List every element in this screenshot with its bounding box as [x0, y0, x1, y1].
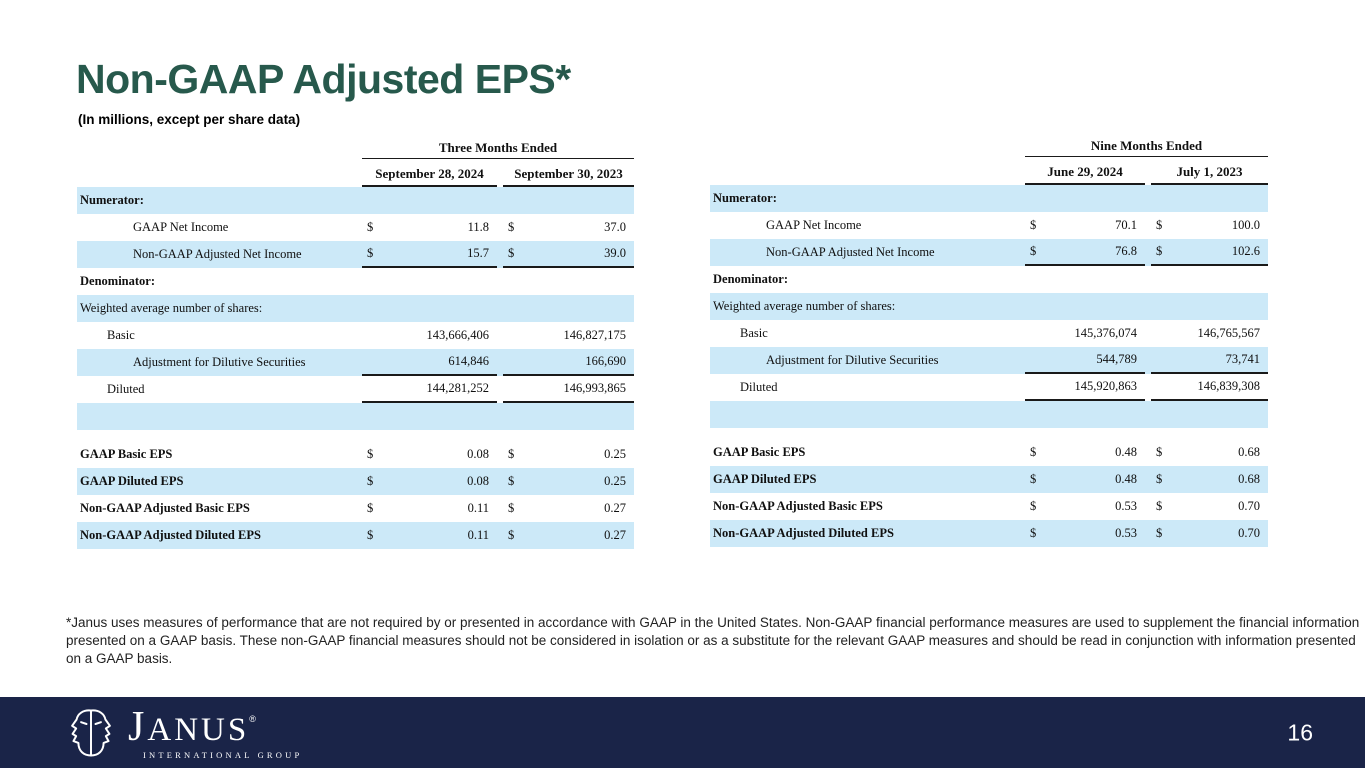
currency-symbol: $ — [367, 474, 374, 488]
table-row — [710, 239, 1268, 266]
currency-symbol: $ — [508, 474, 515, 488]
value-number: 0.11 — [467, 528, 489, 542]
value-number: 0.11 — [467, 501, 489, 515]
value-cell — [362, 495, 497, 522]
value-cell — [1151, 212, 1268, 239]
value-cell — [503, 322, 634, 349]
row-label: GAAP Basic EPS — [80, 447, 173, 461]
value-cell — [1151, 466, 1268, 493]
value-number: 146,827,175 — [563, 328, 626, 342]
value-number: 145,920,863 — [1074, 379, 1137, 393]
row-label: Adjustment for Dilutive Securities — [133, 355, 306, 369]
value-number: 11.8 — [467, 220, 489, 234]
value-number: 70.1 — [1115, 218, 1137, 232]
subtitle: (In millions, except per share data) — [78, 112, 301, 127]
value-number: 0.27 — [604, 528, 626, 542]
currency-symbol: $ — [367, 528, 374, 542]
page-number: 16 — [1287, 719, 1313, 745]
value-cell — [1025, 520, 1145, 547]
value-number: 76.8 — [1115, 244, 1137, 258]
row-label: Basic — [740, 326, 768, 340]
janus-head-icon — [64, 706, 118, 760]
row-label: Non-GAAP Adjusted Diluted EPS — [713, 526, 894, 540]
table-row — [710, 439, 1268, 466]
table-row — [77, 295, 634, 322]
column-header: July 1, 2023 — [1151, 162, 1268, 185]
currency-symbol: $ — [1030, 472, 1037, 486]
currency-symbol: $ — [508, 246, 515, 260]
value-cell — [362, 214, 497, 241]
value-number: 0.08 — [467, 447, 489, 461]
table-row — [77, 241, 634, 268]
value-cell — [503, 522, 634, 549]
value-cell — [362, 468, 497, 495]
row-label: GAAP Diluted EPS — [713, 472, 817, 486]
currency-symbol: $ — [367, 246, 374, 260]
logo-subtext: INTERNATIONAL GROUP — [143, 749, 303, 760]
value-number: 0.70 — [1238, 499, 1260, 513]
value-cell — [362, 241, 497, 268]
currency-symbol: $ — [1030, 445, 1037, 459]
table-row — [77, 187, 634, 214]
value-cell — [1025, 320, 1145, 347]
table-blank-row — [77, 403, 634, 430]
table-row — [710, 185, 1268, 212]
value-number: 146,839,308 — [1197, 379, 1260, 393]
value-cell — [1025, 239, 1145, 266]
value-cell — [362, 441, 497, 468]
currency-symbol: $ — [1156, 499, 1163, 513]
value-number: 614,846 — [448, 354, 489, 368]
value-cell — [1025, 212, 1145, 239]
value-number: 166,690 — [585, 354, 626, 368]
value-number: 544,789 — [1096, 352, 1137, 366]
footer-bar — [0, 697, 1365, 768]
table-row — [77, 349, 634, 376]
value-cell — [1151, 347, 1268, 374]
value-cell — [1151, 439, 1268, 466]
table-row — [77, 322, 634, 349]
page-title: Non-GAAP Adjusted EPS* — [76, 56, 571, 102]
value-number: 37.0 — [604, 220, 626, 234]
value-cell — [1151, 520, 1268, 547]
value-cell — [503, 349, 634, 376]
value-number: 100.0 — [1231, 218, 1260, 232]
value-number: 15.7 — [467, 246, 489, 260]
row-label: GAAP Net Income — [133, 220, 229, 234]
row-label: GAAP Diluted EPS — [80, 474, 184, 488]
value-cell — [362, 376, 497, 403]
row-label: Non-GAAP Adjusted Diluted EPS — [80, 528, 261, 542]
table-row — [710, 212, 1268, 239]
value-cell — [362, 522, 497, 549]
logo-wordmark: JANUS — [128, 703, 250, 750]
row-label: Adjustment for Dilutive Securities — [766, 353, 939, 367]
value-number: 73,741 — [1225, 352, 1260, 366]
row-label: Non-GAAP Adjusted Basic EPS — [713, 499, 883, 513]
value-cell — [503, 468, 634, 495]
value-cell — [1025, 466, 1145, 493]
period-header: Nine Months Ended — [1025, 138, 1268, 157]
currency-symbol: $ — [1156, 472, 1163, 486]
value-cell — [1151, 239, 1268, 266]
date-header-row — [362, 159, 634, 187]
value-cell — [503, 441, 634, 468]
row-spacer — [710, 428, 1268, 439]
row-label: Weighted average number of shares: — [80, 301, 263, 315]
row-label: Numerator: — [80, 193, 144, 207]
value-cell — [503, 495, 634, 522]
value-cell — [1025, 439, 1145, 466]
value-number: 0.70 — [1238, 526, 1260, 540]
value-cell — [1025, 347, 1145, 374]
row-label: GAAP Net Income — [766, 218, 862, 232]
registered-mark-icon: ® — [249, 713, 256, 724]
currency-symbol: $ — [367, 220, 374, 234]
date-header-row — [1025, 157, 1268, 185]
currency-symbol: $ — [508, 220, 515, 234]
value-cell — [362, 349, 497, 376]
value-number: 144,281,252 — [426, 381, 489, 395]
value-number: 0.68 — [1238, 445, 1260, 459]
table-row — [710, 520, 1268, 547]
table-row — [77, 441, 634, 468]
value-number: 0.68 — [1238, 472, 1260, 486]
value-number: 0.48 — [1115, 445, 1137, 459]
value-number: 39.0 — [604, 246, 626, 260]
value-cell — [1151, 374, 1268, 401]
row-label: Denominator: — [80, 274, 155, 288]
value-number: 0.25 — [604, 447, 626, 461]
row-label: Non-GAAP Adjusted Basic EPS — [80, 501, 250, 515]
column-header: June 29, 2024 — [1025, 162, 1145, 185]
value-cell — [1151, 493, 1268, 520]
value-cell — [1025, 374, 1145, 401]
currency-symbol: $ — [367, 447, 374, 461]
value-number: 146,993,865 — [563, 381, 626, 395]
currency-symbol: $ — [508, 528, 515, 542]
value-cell — [1151, 320, 1268, 347]
value-number: 0.48 — [1115, 472, 1137, 486]
row-label: Numerator: — [713, 191, 777, 205]
table-blank-row — [710, 401, 1268, 428]
table-row — [77, 468, 634, 495]
currency-symbol: $ — [1030, 499, 1037, 513]
table-row — [77, 214, 634, 241]
table-row — [77, 522, 634, 549]
table-row — [710, 293, 1268, 320]
value-number: 0.53 — [1115, 499, 1137, 513]
row-label: Basic — [107, 328, 135, 342]
currency-symbol: $ — [367, 501, 374, 515]
row-label: Non-GAAP Adjusted Net Income — [766, 245, 935, 259]
currency-symbol: $ — [1156, 244, 1163, 258]
table-row — [77, 376, 634, 403]
value-cell — [503, 214, 634, 241]
currency-symbol: $ — [1156, 526, 1163, 540]
value-number: 145,376,074 — [1074, 326, 1137, 340]
table-row — [710, 347, 1268, 374]
row-spacer — [77, 430, 634, 441]
table-row — [710, 493, 1268, 520]
logo-text-block — [128, 703, 303, 760]
value-number: 0.08 — [467, 474, 489, 488]
table-row — [710, 266, 1268, 293]
value-cell — [1025, 493, 1145, 520]
currency-symbol: $ — [508, 447, 515, 461]
table-row — [710, 466, 1268, 493]
value-number: 0.25 — [604, 474, 626, 488]
column-header: September 30, 2023 — [503, 164, 634, 187]
currency-symbol: $ — [1156, 445, 1163, 459]
value-cell — [503, 241, 634, 268]
currency-symbol: $ — [1030, 244, 1037, 258]
period-header: Three Months Ended — [362, 140, 634, 159]
column-header: September 28, 2024 — [362, 164, 497, 187]
table-row — [710, 320, 1268, 347]
nine-months-table — [710, 138, 1268, 547]
value-number: 146,765,567 — [1197, 326, 1260, 340]
value-number: 0.27 — [604, 501, 626, 515]
currency-symbol: $ — [1156, 218, 1163, 232]
table-row — [77, 268, 634, 295]
value-number: 143,666,406 — [426, 328, 489, 342]
row-label: Diluted — [740, 380, 778, 394]
currency-symbol: $ — [508, 501, 515, 515]
currency-symbol: $ — [1030, 526, 1037, 540]
value-cell — [503, 376, 634, 403]
row-label: Weighted average number of shares: — [713, 299, 896, 313]
table-row — [710, 374, 1268, 401]
table-row — [77, 495, 634, 522]
row-label: GAAP Basic EPS — [713, 445, 806, 459]
row-label: Non-GAAP Adjusted Net Income — [133, 247, 302, 261]
row-label: Diluted — [107, 382, 145, 396]
currency-symbol: $ — [1030, 218, 1037, 232]
three-months-table — [77, 140, 634, 549]
row-label: Denominator: — [713, 272, 788, 286]
value-cell — [362, 322, 497, 349]
janus-logo — [64, 703, 303, 760]
value-number: 102.6 — [1231, 244, 1260, 258]
value-number: 0.53 — [1115, 526, 1137, 540]
footnote: *Janus uses measures of performance that are not required by or presented in accordance with GAAP in the United States. Non-GAAP financial performance measures are used to supplement the financial information presented on a GAAP basis. These non-GAAP financial measures should not be considered in isolation or as a substitute for the relevant GAAP measures and should be read in conjunction with information presented on a GAAP basis. — [66, 615, 1360, 667]
